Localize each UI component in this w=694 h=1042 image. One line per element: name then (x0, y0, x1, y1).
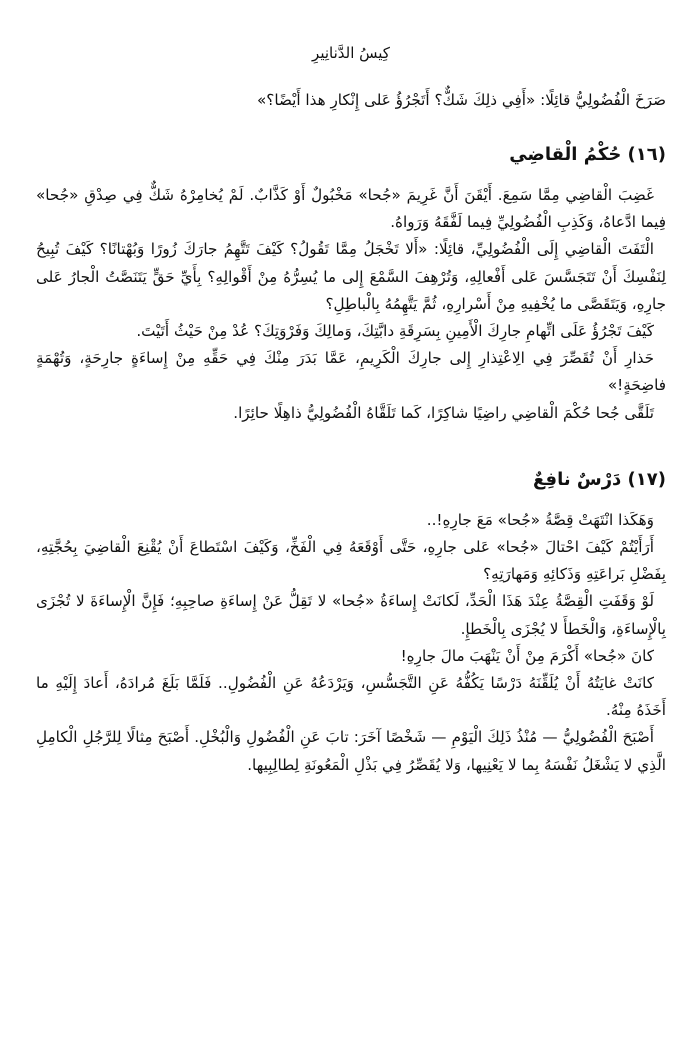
paragraph: حَذارِ أَنْ تُقَصِّرَ فِي الِاعْتِذارِ إِلى جارِكَ الْكَرِيمِ، عَمَّا بَدَرَ مِنْكَ فِي حَقِّهِ مِنْ إِساءَةٍ جارِحَةٍ، وَتُهْمَةٍ فاضِحَةٍ!» (36, 349, 666, 395)
section-16-title: (١٦) حُكْمُ الْقاضِي (509, 144, 666, 165)
paragraph: الْتَفَتَ الْقاضِي إِلَى الْفُضُولِيِّ، قائِلًا: «أَلا تَخْجَلُ مِمَّا تَقُولُ؟ كَيْفَ تَتَّهِمُ جارَكَ زُورًا وَبُهْتانًا؟ كَيْفَ تُبِيحُ لِنَفْسِكَ أَنْ تَتَجَسَّسَ عَلى أَفْعالِهِ، وَتُرْهِفَ السَّمْعَ إِلى ما يُسِرُّهُ مِنْ أَقْوالِهِ؟ بِأَيِّ حَقٍّ يَتَنَصَّتُ الْجارُ عَلى جارِهِ، وَيَتَقَصَّى ما يُخْفِيهِ مِنْ أَسْرارِهِ، ثُمَّ يَتَّهِمُهُ بِالْباطِلِ؟ (36, 240, 666, 313)
section-17-body (36, 507, 666, 779)
paragraph: كانَ «جُحا» أَكْرَمَ مِنْ أَنْ يَنْهَبَ مالَ جارِهِ! (400, 646, 654, 665)
section-16-body (36, 182, 666, 427)
paragraph: كانَتْ غايَتُهُ أَنْ يُلَقِّنَهُ دَرْسًا يَكُفُّهُ عَنِ التَّجَسُّسِ، وَيَرْدَعُهُ عَنِ الْفُضُولِ.. فَلَمَّا بَلَغَ مُرادَهُ، أَعادَ إِلَيْهِ ما أَخَذَهُ مِنْهُ. (36, 674, 666, 720)
section-17-title: (١٧) دَرْسٌ نافِعٌ (532, 468, 666, 490)
book-page (0, 42, 694, 1042)
paragraph: غَضِبَ الْقاضِي مِمَّا سَمِعَ. أَيْقَنَ أَنَّ غَرِيمَ «جُحا» مَخْبُولٌ أَوْ كَذَّابٌ. لَمْ يُخامِرْهُ شَكٌّ فِي صِدْقِ «جُحا» فِيما ادَّعاهُ، وَكَذِبِ الْفُضُولِيِّ فِيما لَفَّقَهُ وَرَواهُ. (36, 186, 666, 232)
paragraph: أَصْبَحَ الْفُضُولِيُّ — مُنْذُ ذَلِكَ الْيَوْمِ — شَخْصًا آخَرَ: تابَ عَنِ الْفُضُولِ وَالْبُخْلِ. أَصْبَحَ مِثالًا لِلرَّجُلِ الْكامِلِ الَّذِي لا يَشْغَلُ نَفْسَهُ بِما لا يَعْنِيها، وَلا يُقَصِّرُ فِي بَذْلِ الْمَعُونَةِ لِطالِبِيها. (36, 728, 666, 774)
paragraph: لَوْ وَقَفَتِ الْقِصَّةُ عِنْدَ هَذَا الْحَدِّ، لَكانَتْ إِساءَةُ «جُحا» لا تَقِلُّ عَنْ إِساءَةِ صاحِبِهِ؛ فَإِنَّ الْإِساءَةَ لا تُجْزَى بِالْإِساءَةِ، وَالْخَطأَ لا يُجْزَى بِالْخَطإِ. (36, 592, 666, 638)
paragraph: تَلَقَّى جُحا حُكْمَ الْقاضِي راضِيًا شاكِرًا، كَما تَلَقَّاهُ الْفُضُولِيُّ ذاهِلًا حائِرًا. (233, 403, 654, 422)
intro-line: صَرَخَ الْفُضُولِيُّ قائِلًا: «أَفِي ذلِكَ شَكٌّ؟ أَتَجْرُؤُ عَلى إِنْكارِ هذا أَيْضًا؟» (257, 91, 666, 109)
running-header: كِيسُ الدَّنانِيرِ (312, 44, 390, 62)
paragraph: وَهَكَذا انْتَهَتْ قِصَّةُ «جُحا» مَعَ جارِهِ!.. (426, 510, 654, 529)
paragraph: كَيْفَ تَجْرُؤُ عَلَى اتِّهامِ جارِكَ الْأَمِينِ بِسَرِقَةِ دابَّتِكَ، وَمالِكَ وَفَرْوَتِكَ؟ عُدْ مِنْ حَيْثُ أَتَيْتَ. (136, 322, 654, 341)
paragraph: أَرَأَيْتُمْ كَيْفَ احْتالَ «جُحا» عَلى جارِهِ، حَتَّى أَوْقَعَهُ فِي الْفَخِّ، وَكَيْفَ اسْتَطاعَ أَنْ يُقْنِعَ الْقاضِيَ بِحُجَّتِهِ، بِفَضْلِ بَراعَتِهِ وَذَكائِهِ وَمَهارَتِهِ؟ (36, 538, 666, 584)
